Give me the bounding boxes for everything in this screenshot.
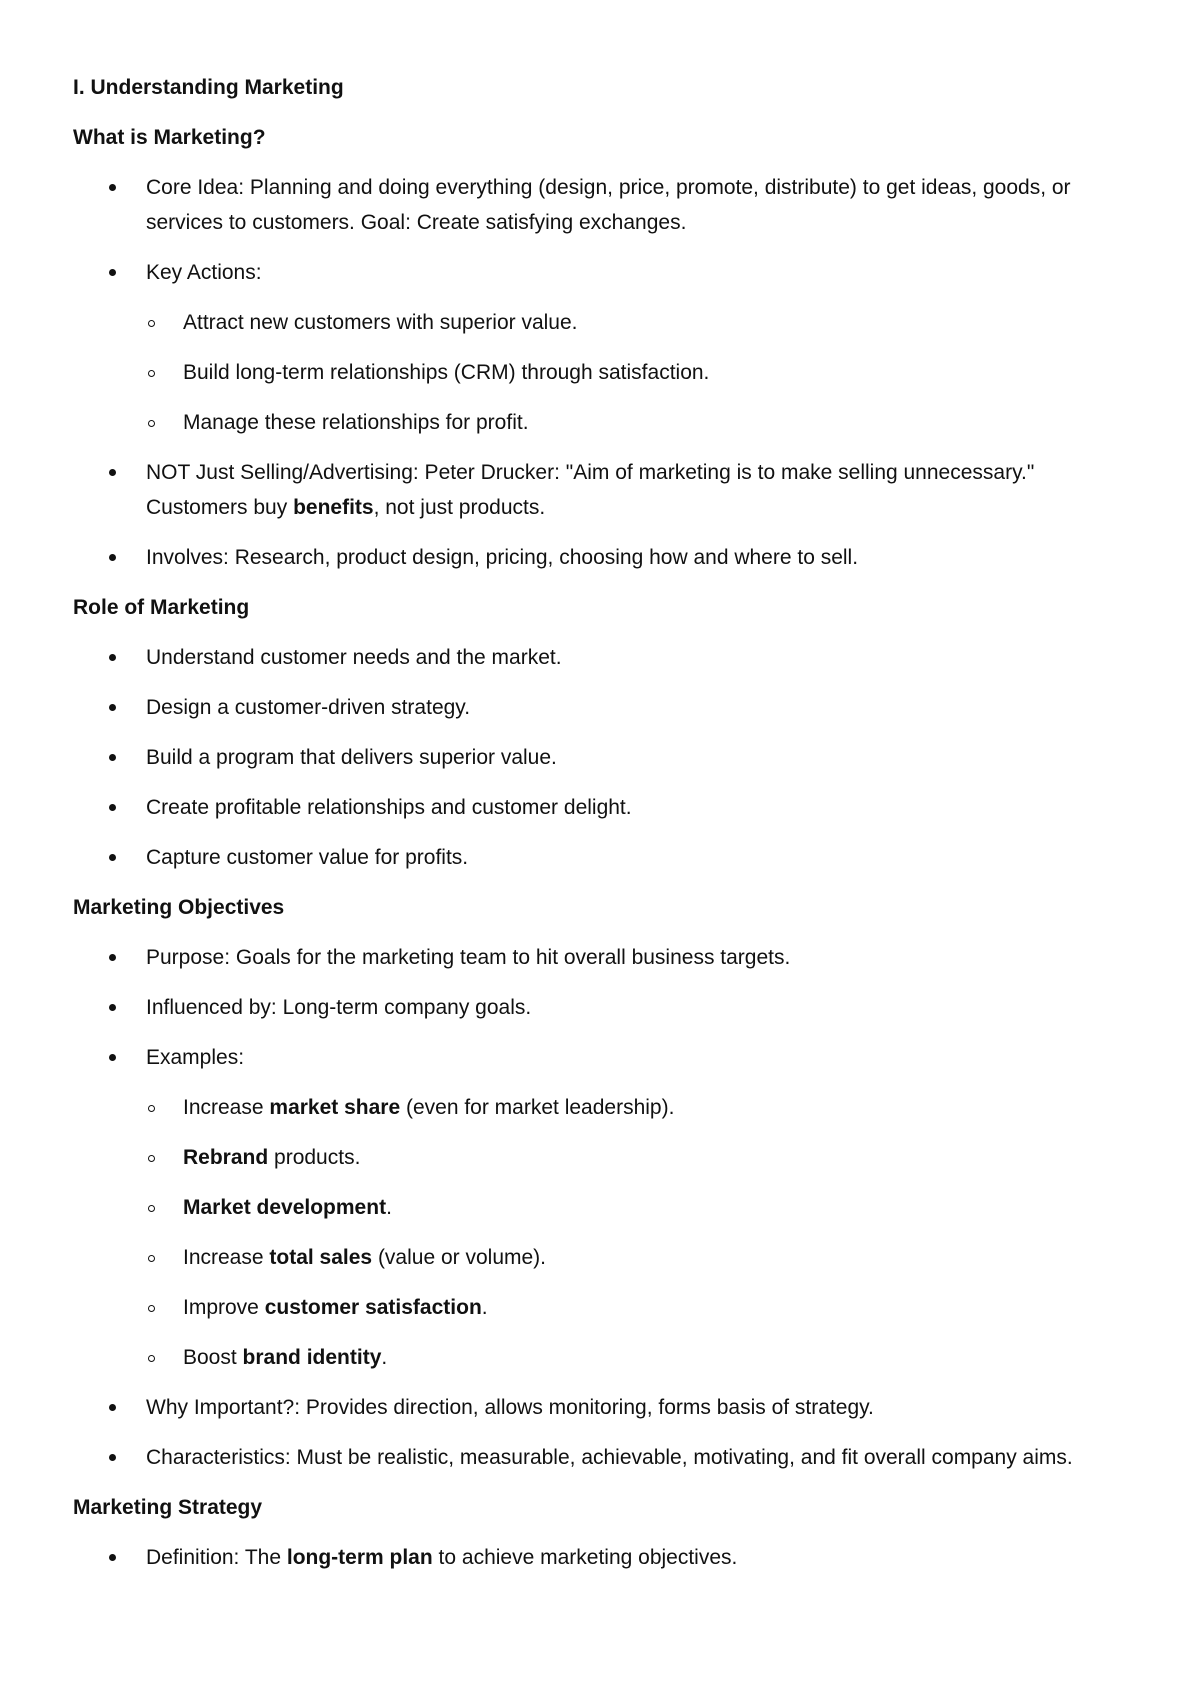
key-actions-sublist: [73, 305, 1143, 440]
sublist-item: [73, 1140, 1143, 1175]
circle-bullet-icon: [148, 1355, 155, 1362]
list-item: [73, 690, 1143, 725]
not-just-selling-line-2-post: , not just products.: [373, 496, 546, 519]
not-just-selling-line-2-pre: Customers buy: [146, 496, 294, 519]
list-item-purpose: [73, 940, 1143, 975]
circle-bullet-icon: [148, 1155, 155, 1162]
example-emphasis: total sales: [269, 1246, 373, 1269]
circle-bullet-icon: [148, 420, 155, 427]
purpose-text: Purpose: Goals for the marketing team to hit overall business targets.: [146, 946, 791, 969]
list-item-characteristics: [73, 1440, 1143, 1475]
example-pre: Increase: [183, 1096, 270, 1119]
bullet-icon: [109, 1404, 116, 1411]
list-item-text: Capture customer value for profits.: [146, 846, 469, 869]
list-item: [73, 740, 1143, 775]
example-emphasis: Market development: [183, 1196, 387, 1219]
list-item-text: Build a program that delivers superior value.: [146, 746, 557, 769]
circle-bullet-icon: [148, 1305, 155, 1312]
bullet-icon: [109, 1454, 116, 1461]
sublist-item: [73, 1340, 1143, 1375]
bullet-icon: [109, 954, 116, 961]
bullet-icon: [109, 804, 116, 811]
bullet-icon: [109, 469, 116, 476]
list-item: [73, 840, 1143, 875]
example-pre: Increase: [183, 1246, 270, 1269]
circle-bullet-icon: [148, 1105, 155, 1112]
sublist-item: [73, 1240, 1143, 1275]
circle-bullet-icon: [148, 1255, 155, 1262]
bullet-icon: [109, 554, 116, 561]
bullet-icon: [109, 184, 116, 191]
definition-pre: Definition: The: [146, 1546, 287, 1569]
bullet-icon: [109, 1004, 116, 1011]
list-item-text: Design a customer-driven strategy.: [146, 696, 471, 719]
section-heading-marketing-strategy: Marketing Strategy: [73, 1496, 263, 1519]
sublist-item-text: Build long-term relationships (CRM) through satisfaction.: [183, 361, 710, 384]
benefits-emphasis: benefits: [293, 496, 374, 519]
example-post: .: [381, 1346, 388, 1369]
example-post: (even for market leadership).: [400, 1096, 675, 1119]
marketing-strategy-list: [73, 1540, 1143, 1575]
document-page: [73, 70, 1143, 1590]
examples-sublist: [73, 1090, 1143, 1375]
influenced-by-text: Influenced by: Long-term company goals.: [146, 996, 532, 1019]
involves-text: Involves: Research, product design, pricing, choosing how and where to sell.: [146, 546, 859, 569]
list-item-key-actions: [73, 255, 1143, 440]
bullet-icon: [109, 704, 116, 711]
what-is-marketing-list: [73, 170, 1143, 575]
document-title: I. Understanding Marketing: [73, 76, 344, 99]
bullet-icon: [109, 269, 116, 276]
sublist-item: [73, 1090, 1143, 1125]
sublist-item: [73, 305, 1143, 340]
sublist-item: [73, 355, 1143, 390]
example-post: (value or volume).: [372, 1246, 547, 1269]
core-idea-line-1: Core Idea: Planning and doing everything (design, price, promote, distribute) to get ideas, goods, or: [146, 176, 1071, 199]
list-item: [73, 640, 1143, 675]
list-item-text: Create profitable relationships and customer delight.: [146, 796, 632, 819]
key-actions-label: Key Actions:: [146, 261, 262, 284]
bullet-icon: [109, 854, 116, 861]
definition-post: to achieve marketing objectives.: [432, 1546, 738, 1569]
not-just-selling-line-1: NOT Just Selling/Advertising: Peter Drucker: "Aim of marketing is to make selling unnecessary.": [146, 461, 1035, 484]
list-item-influenced-by: [73, 990, 1143, 1025]
list-item: [73, 790, 1143, 825]
why-important-text: Why Important?: Provides direction, allows monitoring, forms basis of strategy.: [146, 1396, 874, 1419]
sublist-item: [73, 1290, 1143, 1325]
example-post: products.: [268, 1146, 361, 1169]
section-heading-what-is-marketing: What is Marketing?: [73, 126, 266, 149]
sublist-item-text: Attract new customers with superior value.: [183, 311, 578, 334]
sublist-item: [73, 1190, 1143, 1225]
characteristics-text: Characteristics: Must be realistic, measurable, achievable, motivating, and fit overall company aims.: [146, 1446, 1073, 1469]
example-emphasis: Rebrand: [183, 1146, 269, 1169]
example-emphasis: market share: [269, 1096, 401, 1119]
long-term-plan-emphasis: long-term plan: [286, 1546, 433, 1569]
list-item-examples: [73, 1040, 1143, 1375]
section-heading-role-of-marketing: Role of Marketing: [73, 596, 250, 619]
example-pre: Boost: [183, 1346, 243, 1369]
circle-bullet-icon: [148, 1205, 155, 1212]
list-item-core-idea: [73, 170, 1143, 240]
core-idea-line-2: services to customers. Goal: Create satisfying exchanges.: [146, 211, 687, 234]
sublist-item: [73, 405, 1143, 440]
example-post: .: [386, 1196, 392, 1219]
list-item-why-important: [73, 1390, 1143, 1425]
example-emphasis: brand identity: [242, 1346, 382, 1369]
list-item-text: Understand customer needs and the market.: [146, 646, 562, 669]
list-item-involves: [73, 540, 1143, 575]
example-pre: Improve: [183, 1296, 265, 1319]
role-of-marketing-list: [73, 640, 1143, 875]
bullet-icon: [109, 1554, 116, 1561]
bullet-icon: [109, 654, 116, 661]
list-item-definition: [73, 1540, 1143, 1575]
bullet-icon: [109, 754, 116, 761]
circle-bullet-icon: [148, 370, 155, 377]
example-post: .: [481, 1296, 488, 1319]
marketing-objectives-list: [73, 940, 1143, 1475]
sublist-item-text: Manage these relationships for profit.: [183, 411, 529, 434]
example-emphasis: customer satisfaction: [264, 1296, 482, 1319]
circle-bullet-icon: [148, 320, 155, 327]
list-item-not-just-selling: [73, 455, 1143, 525]
section-heading-marketing-objectives: Marketing Objectives: [73, 896, 285, 919]
bullet-icon: [109, 1054, 116, 1061]
examples-label: Examples:: [146, 1046, 245, 1069]
